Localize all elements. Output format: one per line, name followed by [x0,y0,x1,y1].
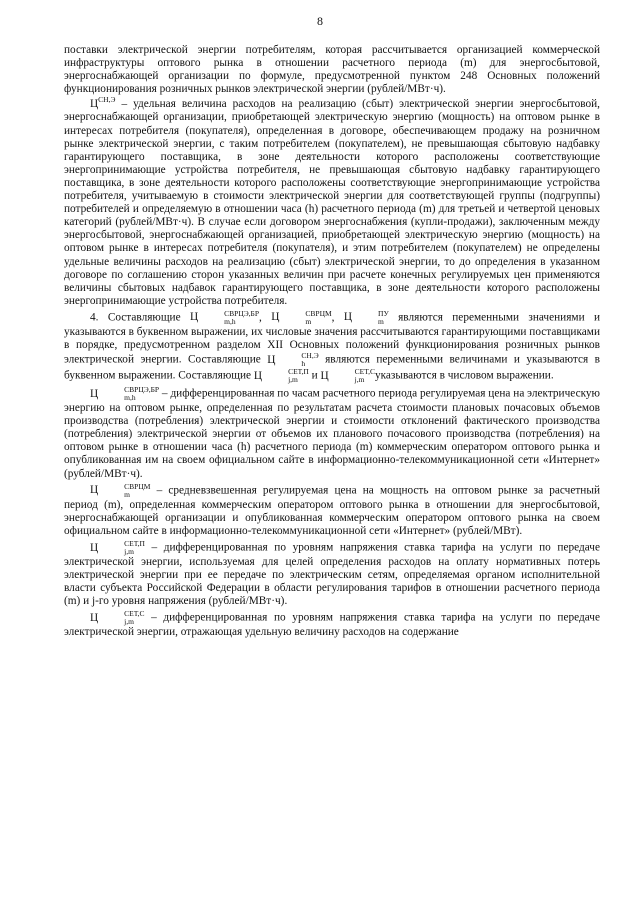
symbol-svrce-br: Ц СВРЦЭ,БР m,h [189,308,260,326]
paragraph-1: поставки электрической энергии потребителям, которая рассчитывается организацией коммерческой инфраструктуры оптового рынка в отношении расчетного периода (m) для энергосбытовой, энергоснабжающей организации по формуле, предусмотренной пунктом 248 Основных положений функционирования розничных рынков электрической энергии (рублей/МВт·ч). [64,44,600,96]
document-body [64,44,600,641]
symbol-pu: Ц ПУ m [343,308,389,326]
symbol-sn-e-h: Ц СН,Э h [267,351,319,369]
page-number: 8 [317,14,323,28]
symbol-price-sn-e: $Ц^{СН,Э}$ [90,95,116,111]
symbol-svrcm: Ц СВРЦМ m [271,308,332,326]
symbol-svrce-br-def: Ц СВРЦЭ,БР m,h [90,385,160,403]
symbol-set-p-def: Ц СЕТ,П j,m [90,538,145,556]
paragraph-3: 4. Составляющие Ц СВРЦЭ,БР m,h , Ц СВРЦМ m , Ц ПУ m являются переменными значениями и указываются в буквенном выражении, их числовые значения рассчитываются гарантирующими поставщиками в порядке, предусмотренном разделом XII Основных положений функционирования розничных рынков электрической энергии. Составляющие Ц СН,Э h являются переменными величинами и указываются в буквенном выражении. Составляющие Ц СЕТ,П j,m и Ц СЕТ,С j,m указываются в числовом выражении. [64,308,601,385]
paragraph-5: Ц СВРЦМ m – средневзвешенная регулируемая цена на мощность на оптовом рынке за расчетный период (m), определенная коммерческим оператором оптового рынка в отношении для энергосбытовой, энергоснабжающей организации и опубликованная коммерческим оператором оптового рынка на своем официальном сайте в информационно-телекоммуникационной сети «Интернет» (рублей/МВт). [64,481,600,537]
symbol-set-s: Ц СЕТ,С j,m [320,367,375,385]
symbol-svrcm-def: Ц СВРЦМ m [90,481,151,499]
symbol-set-p: Ц СЕТ,П j,m [253,367,309,385]
paragraph-4: Ц СВРЦЭ,БР m,h – дифференцированная по часам расчетного периода регулируемая цена на электрическую энергию на оптовом рынке, определенная по результатам расчета стоимости плановых почасовых объемов производства (потребления) электрической энергии и стоимости отклонений фактического производства (потребления) электрической энергии от объемов их планового почасового производства (потребления) на оптовом рынке в отношении часа (h) расчетного периода (m) коммерческим оператором оптового рынка и опубликованная им на своем официальном сайте в информационно-телекоммуникационной сети «Интернет» (рублей/МВт·ч). [64,385,600,480]
paragraph-6: Ц СЕТ,П j,m – дифференцированная по уровням напряжения ставка тарифа на услуги по передаче электрической энергии, используемая для целей определения расходов на оплату нормативных потерь электрической энергии при ее передаче по электрическим сетям, определяемая органом исполнительной власти субъекта Российской Федерации в области регулирования тарифов в отношении расчетного периода (m) и j-го уровня напряжения (рублей/МВт·ч). [64,538,600,608]
paragraph-2: $Ц^{СН,Э}$ – удельная величина расходов на реализацию (сбыт) электрической энергии энергосбытовой, энергоснабжающей организации, приобретающей электрическую энергию (мощность) на оптовом рынке в интересах потребителя (покупателя), определенная в договоре, обеспечивающем продажу на розничном рынке электрической энергии, с таким потребителем (покупателем), не превышающая сбытовую надбавку гарантирующего поставщика, в зоне деятельности которого расположены соответствующие энергопринимающие устройства потребителя, не превышающая сбытовую надбавку гарантирующего поставщика, в зоне деятельности которого расположены соответствующие энергопринимающие устройства потребителя, учитываемую в стоимости электрической энергии для соответствующей группы (подгруппы) потребителей и определяемую в отношении часа (h) расчетного периода (m) для третьей и четвертой ценовых категорий (рублей/МВт·ч). В случае если договором энергоснабжения (купли-продажи), заключенным между энергосбытовой, энергоснабжающей организацией, приобретающей электрическую энергию (мощность) на оптовом рынке в интересах потребителя (покупателя), и этим потребителем (покупателем) не определены удельные величины расходов на реализацию (сбыт) электрической энергии, то до определения в указанном договоре по соглашению сторон указанных величин при расчете конечных регулируемых цен применяются величины сбытовых надбавок гарантирующего поставщика, в зоне деятельности которого расположены энергопринимающие устройства потребителя. [64,95,600,307]
symbol-set-s-def: Ц СЕТ,С j,m [90,609,145,627]
paragraph-7: Ц СЕТ,С j,m – дифференцированная по уровням напряжения ставка тарифа на услуги по передаче электрической энергии, отражающая удельную величину расходов на содержание [64,609,600,639]
